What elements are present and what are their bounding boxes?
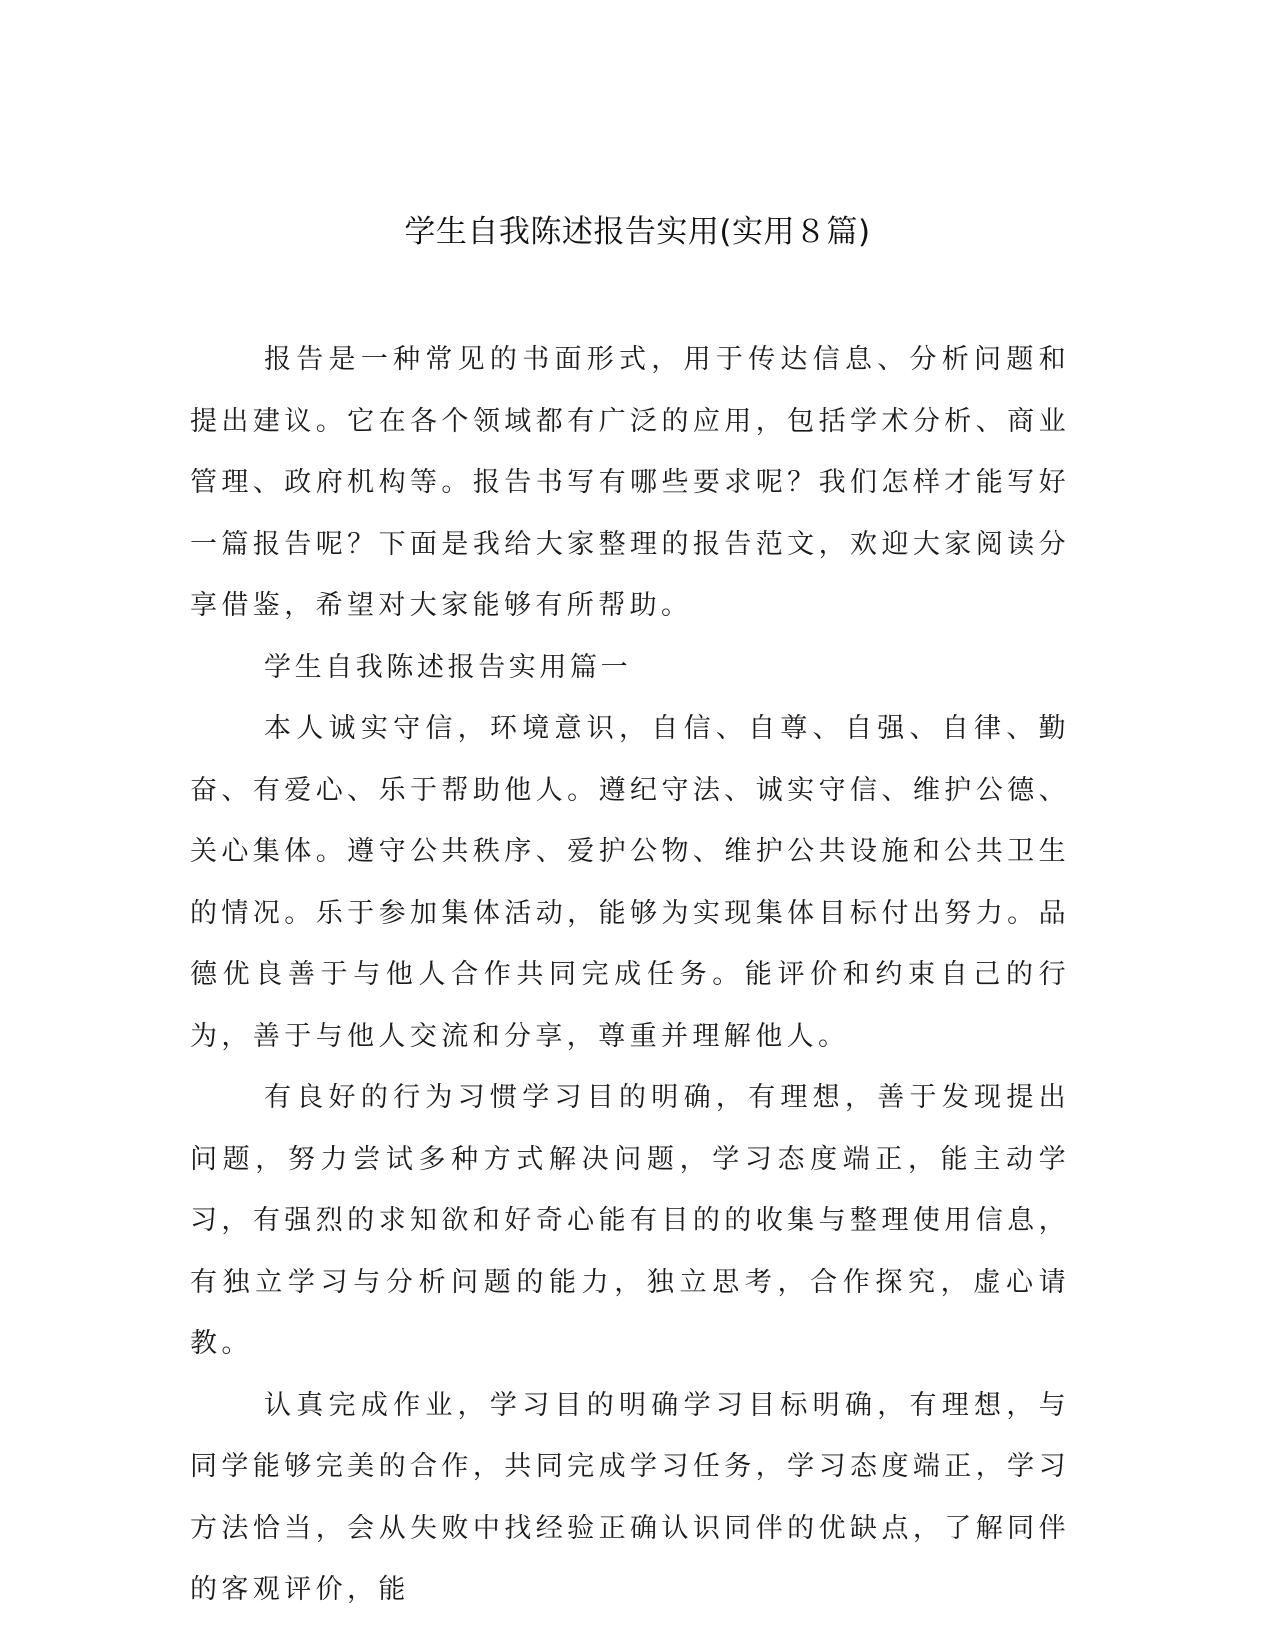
body-paragraph-1: 本人诚实守信，环境意识，自信、自尊、自强、自律、勤奋、有爱心、乐于帮助他人。遵纪守法、诚实守信、维护公德、关心集体。遵守公共秩序、爱护公物、维护公共设施和公共卫生的情况。乐于参加集体活动，能够为实现集体目标付出努力。品德优良善于与他人合作共同完成任务。能评价和约束自己的行为，善于与他人交流和分享，尊重并理解他人。 bbox=[190, 713, 1070, 1052]
section-heading: 学生自我陈述报告实用篇一 bbox=[264, 651, 632, 683]
body-paragraph-3: 认真完成作业，学习目的明确学习目标明确，有理想，与同学能够完美的合作，共同完成学习任务，学习态度端正，学习方法恰当，会从失败中找经验正确认识同伴的优缺点，了解同伴的客观评价，能 bbox=[190, 1389, 1070, 1605]
intro-paragraph: 报告是一种常见的书面形式，用于传达信息、分析问题和提出建议。它在各个领域都有广泛的应用，包括学术分析、商业管理、政府机构等。报告书写有哪些要求呢？我们怎样才能写好一篇报告呢？下面是我给大家整理的报告范文，欢迎大家阅读分享借鉴，希望对大家能够有所帮助。 bbox=[190, 344, 1070, 621]
document-body bbox=[190, 329, 1070, 1621]
body-paragraph-2: 有良好的行为习惯学习目的明确，有理想，善于发现提出问题，努力尝试多种方式解决问题，学习态度端正，能主动学习，有强烈的求知欲和好奇心能有目的的收集与整理使用信息，有独立学习与分析问题的能力，独立思考，合作探究，虚心请教。 bbox=[190, 1082, 1070, 1359]
document-title: 学生自我陈述报告实用(实用８篇) bbox=[404, 214, 871, 250]
